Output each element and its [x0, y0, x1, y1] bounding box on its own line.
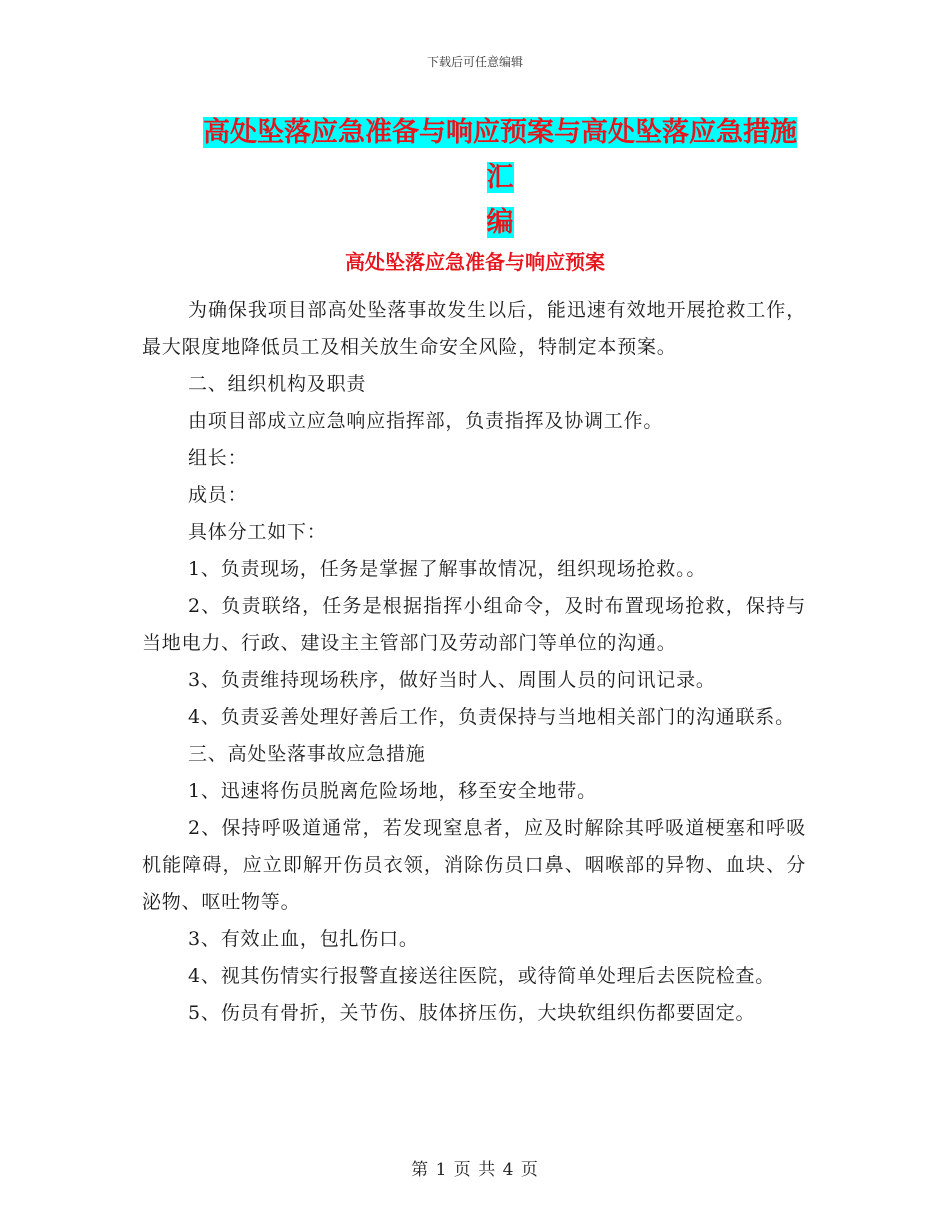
paragraph-intro: 为确保我项目部高处坠落事故发生以后，能迅速有效地开展抢救工作，最大限度地降低员工及相关放生命安全风险，特制定本预案。	[142, 299, 806, 358]
list-item-duty-2: 2、负责联络，任务是根据指挥小组命令，及时布置现场抢救，保持与当地电力、行政、建设主主管部门及劳动部门等单位的沟通。	[142, 595, 806, 654]
list-item-measure-1: 1、迅速将伤员脱离危险场地，移至安全地带。	[188, 780, 597, 802]
document-title-line2: 编	[486, 207, 514, 238]
document-title-line1: 高处坠落应急准备与响应预案与高处坠落应急措施汇	[203, 117, 797, 193]
list-item-measure-4: 4、视其伤情实行报警直接送往医院，或待简单处理后去医院检查。	[188, 965, 776, 987]
header-note: 下载后可任意编辑	[426, 55, 523, 69]
list-item-measure-2: 2、保持呼吸道通常，若发现窒息者，应及时解除其呼吸道梗塞和呼吸机能障碍，应立即解开伤员衣领，消除伤员口鼻、咽喉部的异物、血块、分泌物、呕吐物等。	[142, 817, 806, 913]
list-item-duty-3: 3、负责维持现场秩序，做好当时人、周围人员的问讯记录。	[188, 669, 716, 691]
paragraph-division-intro: 具体分工如下：	[188, 521, 327, 543]
paragraph-members: 成员：	[188, 484, 248, 506]
paragraph-command-center: 由项目部成立应急响应指挥部，负责指挥及协调工作。	[188, 410, 664, 432]
document-title	[190, 110, 810, 245]
list-item-duty-1: 1、负责现场，任务是掌握了解事故情况，组织现场抢救。。	[188, 558, 707, 580]
heading-organization: 二、组织机构及职责	[188, 373, 367, 395]
document-body	[142, 292, 806, 1032]
section-title: 高处坠落应急准备与响应预案	[345, 250, 605, 274]
list-item-duty-4: 4、负责妥善处理好善后工作，负责保持与当地相关部门的沟通联系。	[188, 706, 795, 728]
heading-emergency-measures: 三、高处坠落事故应急措施	[188, 743, 426, 765]
paragraph-team-leader: 组长：	[188, 447, 248, 469]
list-item-measure-5: 5、伤员有骨折，关节伤、肢体挤压伤，大块软组织伤都要固定。	[188, 1002, 756, 1024]
list-item-measure-3: 3、有效止血，包扎伤口。	[188, 928, 419, 950]
page-number: 第 1 页 共 4 页	[411, 1160, 539, 1180]
